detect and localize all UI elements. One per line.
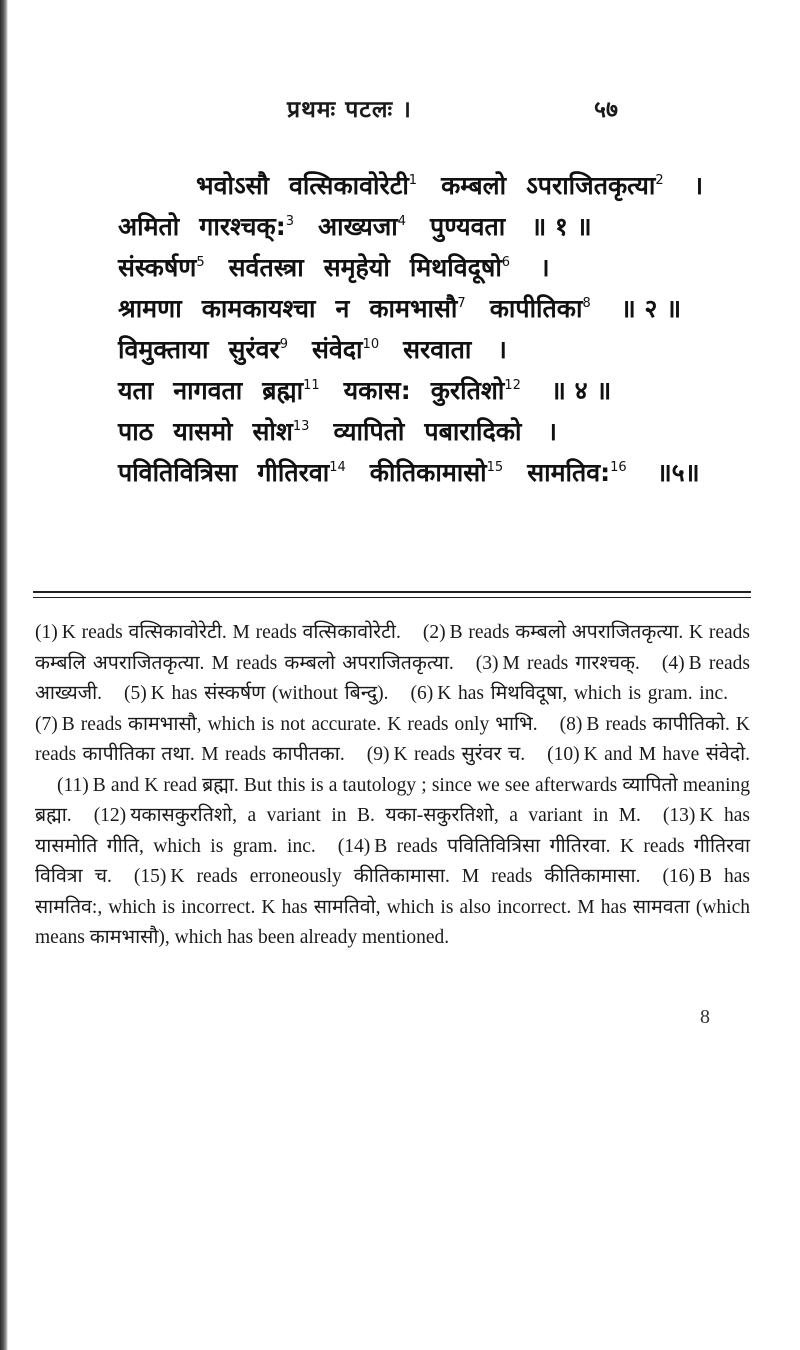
verse-word-text: पबारादिको	[424, 417, 522, 446]
verse-word-text: कम्बलो	[441, 171, 507, 200]
verse-word-text: वत्सिकावोरेटी	[289, 171, 409, 200]
verse-word	[344, 376, 411, 405]
verse-word	[370, 458, 507, 487]
verse-end-mark: ॥५॥	[656, 458, 700, 487]
verse-word-text: कामकायश्चा	[201, 294, 316, 323]
footnote-number: (12)	[93, 805, 127, 826]
verse-line	[118, 406, 778, 447]
verse-word	[253, 417, 314, 446]
footnote-text: B has सामतिव:, which is incorrect. K has सामतिवो, which is also incorrect. M has सामवता (which means कामभासौ), which has been already mentioned.	[35, 866, 751, 948]
footnote-number: (7)	[35, 713, 58, 735]
verse-word	[430, 212, 505, 241]
verse-word-text: संस्कर्षण	[118, 253, 197, 282]
footnote-number: (15)	[133, 866, 167, 887]
verse-word	[118, 458, 237, 487]
verse-end-mark: ।	[497, 335, 507, 364]
verse-word-text: कापीतिका	[489, 294, 583, 323]
verse-line	[118, 447, 778, 488]
verse-word	[173, 417, 232, 446]
verse-word	[441, 171, 506, 200]
footnote	[476, 653, 640, 674]
footnote-number: (3)	[475, 652, 499, 674]
page-number: ५७	[594, 97, 618, 123]
verse-line	[118, 324, 778, 365]
footnotes	[35, 618, 750, 954]
verse-block	[118, 160, 778, 488]
verse-line	[118, 242, 778, 283]
verse-line	[118, 160, 778, 201]
verse-word	[424, 417, 521, 446]
verse-word	[335, 294, 349, 323]
footnote-text: K has मिथविदूषा, which is gram. inc.	[437, 683, 728, 704]
verse-word-text: यता	[118, 376, 154, 405]
verse-end-mark: ।	[693, 171, 704, 200]
footnote	[35, 714, 538, 735]
footnote-number: (5)	[124, 683, 147, 704]
footnote-rule-thick	[33, 591, 751, 593]
verse-word-text: श्रामणा	[118, 294, 182, 323]
verse-word-text: कामभासौ	[369, 294, 458, 323]
verse-word-text: समृहेयो	[323, 253, 390, 282]
verse-word	[199, 212, 298, 241]
verse-word-text: कीतिकामासो	[369, 458, 487, 487]
verse-word-text: विमुक्ताया	[118, 335, 209, 364]
footnote-text: K reads वत्सिकावोरेटी. M reads वत्सिकावोरेटी.	[61, 622, 401, 643]
footnote-marker: 10	[362, 337, 380, 352]
verse-word-text: सर्वतस्त्रा	[228, 253, 304, 282]
footnote-text: B reads आख्यजी.	[35, 652, 750, 704]
verse-word-text: कुरतिशो	[430, 376, 505, 405]
verse-word	[431, 376, 525, 405]
footnote	[124, 683, 388, 704]
footnote-number: (9)	[366, 744, 390, 765]
verse-word	[262, 376, 323, 405]
footnote-marker: 13	[292, 419, 310, 434]
footnote-marker: 15	[486, 460, 504, 475]
footnote-number: (4)	[661, 652, 685, 674]
verse-word-text: ऽपराजितकृत्या	[526, 171, 656, 200]
verse-word	[312, 335, 383, 364]
verse-word-text: संवेदा	[311, 335, 363, 364]
footnote-text: K reads erroneously कीतिकामासा. M reads कीतिकामासा.	[170, 866, 641, 887]
verse-word	[526, 171, 668, 200]
signature-mark: 8	[700, 1006, 710, 1028]
footnote-marker: 11	[303, 378, 320, 393]
verse-word-text: व्यापितो	[333, 417, 405, 446]
footnote-marker: 9	[279, 337, 288, 352]
verse-word-text: भवोऽसौ	[196, 171, 270, 200]
footnote-marker: 4	[397, 214, 407, 229]
footnote-marker: 14	[329, 460, 346, 475]
footnote-text: K reads सुरंवर च.	[393, 744, 526, 765]
footnote-text: यकासकुरतिशो, a variant in B. यका-सकुरतिशो, a variant in M.	[130, 805, 641, 826]
footnote-number: (11)	[57, 774, 89, 796]
footnote-rule-thin	[33, 597, 751, 598]
verse-word-text: पाठ	[118, 417, 154, 446]
footnote-marker: 7	[457, 296, 466, 311]
footnote-number: (13)	[662, 805, 696, 826]
verse-word	[118, 376, 153, 405]
header-title: प्रथमः पटलः ।	[287, 97, 412, 123]
footnote-marker: 1	[408, 173, 418, 188]
footnote-text: B reads कामभासौ, which is not accurate. K reads only भाभि.	[61, 713, 538, 735]
footnote-number: (8)	[559, 713, 583, 735]
footnote-marker: 2	[655, 173, 664, 188]
footnote-marker: 6	[501, 255, 511, 270]
verse-word	[527, 458, 631, 487]
verse-word-text: सरवाता	[403, 335, 472, 364]
verse-word	[118, 294, 182, 323]
verse-word	[490, 294, 595, 323]
verse-word-text: यकास:	[343, 376, 411, 405]
verse-word-text: नागवता	[173, 376, 243, 405]
verse-word	[410, 253, 514, 282]
page-edge-shadow	[0, 0, 8, 1350]
verse-word	[202, 294, 316, 323]
verse-word-text: पुण्यवता	[430, 212, 506, 241]
footnote	[94, 805, 641, 826]
verse-line	[118, 365, 778, 406]
footnote-number: (14)	[337, 835, 371, 857]
verse-word	[318, 212, 410, 241]
verse-word-text: गीतिरवा	[257, 458, 330, 487]
verse-line	[118, 283, 778, 324]
footnote-text: B reads कापीतिको. K reads कापीतिका तथा. M reads कापीतका.	[35, 713, 750, 765]
verse-word-text: सामतिव:	[527, 458, 611, 487]
footnote	[411, 683, 729, 704]
footnote-number: (16)	[662, 866, 695, 887]
verse-word-text: आख्यजा	[318, 212, 398, 241]
footnote-number: (1)	[35, 622, 58, 643]
verse-word	[333, 417, 404, 446]
footnote-marker: 12	[504, 378, 521, 393]
footnote-text: K has संस्कर्षण (without बिन्दु).	[150, 683, 389, 704]
verse-word-text: पवितिवित्रिसा	[118, 458, 238, 487]
verse-end-mark: ॥ ४ ॥	[550, 376, 612, 405]
verse-word-text: न	[335, 294, 350, 323]
verse-end-mark: ॥ २ ॥	[620, 294, 682, 323]
verse-word-text: मिथविदूषो	[409, 253, 502, 282]
verse-word-text: सोश	[252, 417, 293, 446]
footnote-marker: 8	[582, 296, 591, 311]
verse-word	[369, 294, 469, 323]
verse-word	[118, 335, 208, 364]
verse-word-text: सुरंवर	[228, 335, 280, 364]
footnote-text: K and M have संवेदो.	[583, 744, 750, 765]
footnote-text: M reads गारश्चक्.	[502, 652, 640, 674]
verse-word-text: यासमो	[173, 417, 233, 446]
footnote-marker: 3	[285, 214, 295, 229]
running-header	[0, 92, 800, 132]
footnote	[35, 622, 401, 643]
footnote-marker: 16	[610, 460, 627, 475]
verse-word	[229, 253, 304, 282]
verse-word-text: ब्रह्मा	[262, 376, 304, 405]
footnote	[547, 744, 750, 765]
verse-word-text: अमितो	[118, 212, 180, 241]
footnote-number: (6)	[410, 683, 434, 704]
verse-end-mark: ।	[547, 417, 557, 446]
footnote-text: K has यासमोति गीति, which is gram. inc.	[35, 805, 751, 857]
verse-word	[173, 376, 242, 405]
verse-word	[118, 253, 209, 282]
verse-word	[118, 212, 179, 241]
footnote	[134, 866, 641, 887]
verse-end-mark: ।	[540, 253, 550, 282]
verse-word	[289, 171, 421, 200]
verse-word	[324, 253, 390, 282]
footnote-number: (2)	[422, 622, 446, 643]
footnote-number: (10)	[547, 744, 580, 765]
footnote-text: B and K read ब्रह्मा. But this is a tautology ; since we see afterwards व्यापितो meaning ब्रह्मा.	[35, 774, 750, 826]
verse-word	[228, 335, 292, 364]
verse-line	[118, 201, 778, 242]
footnote	[367, 744, 525, 765]
verse-word	[403, 335, 471, 364]
footnote-text: B reads पवितिवित्रिसा गीतिरवा. K reads गीतिरवा विवित्रा च.	[35, 835, 750, 887]
verse-word	[196, 171, 269, 200]
footnote-marker: 5	[196, 255, 205, 270]
footnote-text: B reads कम्बलो अपराजितकृत्या. K reads कम्बलि अपराजितकृत्या. M reads कम्बलो अपराजितकृत्या.	[35, 622, 750, 674]
verse-word-text: गारश्चक्:	[199, 212, 286, 241]
verse-word	[257, 458, 349, 487]
verse-word	[118, 417, 153, 446]
verse-end-mark: ॥ १ ॥	[531, 212, 592, 241]
